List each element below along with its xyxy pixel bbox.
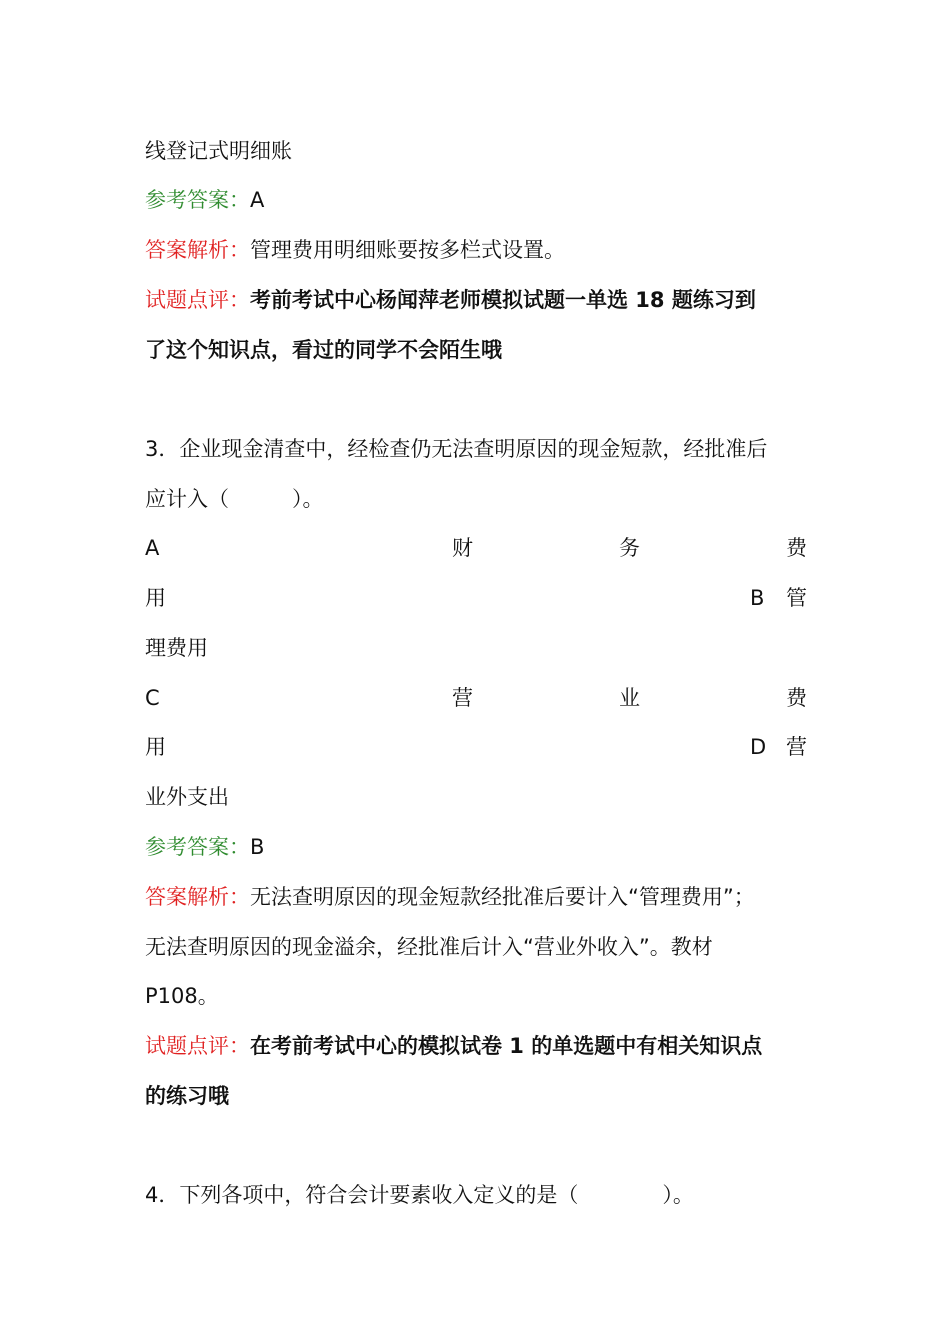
answer-label: 参考答案： bbox=[145, 188, 250, 212]
comment-text: 考前考试中心杨闻萍老师模拟试题一单选 18 题练习到 bbox=[250, 288, 756, 312]
option-d-char: 营 bbox=[786, 735, 807, 759]
q3-option-a-row bbox=[145, 531, 807, 565]
option-b-letter: B bbox=[750, 586, 765, 610]
option-a-char: 财 bbox=[452, 536, 473, 560]
option-a-letter: A bbox=[145, 536, 160, 560]
q3-stem-line1: 3．企业现金清查中，经检查仍无法查明原因的现金短款，经批准后 bbox=[145, 437, 768, 461]
q3-option-c-d-row bbox=[145, 730, 807, 764]
comment-text: 在考前考试中心的模拟试卷 1 的单选题中有相关知识点 bbox=[250, 1034, 763, 1058]
q3-comment-line2: 的练习哦 bbox=[145, 1084, 229, 1108]
answer-value: B bbox=[250, 835, 265, 859]
analysis-label: 答案解析： bbox=[145, 885, 250, 909]
q2-comment-line1 bbox=[145, 283, 807, 317]
option-c-char: 用 bbox=[145, 735, 166, 759]
q3-option-a-b-row bbox=[145, 581, 807, 615]
analysis-text: 管理费用明细账要按多栏式设置。 bbox=[250, 238, 565, 262]
q4-stem-line1: 4．下列各项中，符合会计要素收入定义的是（ ）。 bbox=[145, 1183, 694, 1207]
option-c-char: 营 bbox=[452, 686, 473, 710]
q3-option-c-row bbox=[145, 681, 807, 715]
comment-label: 试题点评： bbox=[145, 288, 250, 312]
q3-analysis-line3: P108。 bbox=[145, 984, 219, 1008]
q2-option-tail: 线登记式明细账 bbox=[145, 139, 292, 163]
option-b-char: 管 bbox=[786, 586, 807, 610]
option-a-char: 务 bbox=[619, 536, 640, 560]
q2-analysis bbox=[145, 233, 807, 267]
q2-comment-line2: 了这个知识点，看过的同学不会陌生哦 bbox=[145, 338, 502, 362]
option-c-char: 费 bbox=[786, 686, 807, 710]
comment-label: 试题点评： bbox=[145, 1034, 250, 1058]
q3-analysis-line2: 无法查明原因的现金溢余，经批准后计入“营业外收入”。教材 bbox=[145, 935, 713, 959]
option-c-letter: C bbox=[145, 686, 160, 710]
option-a-char: 用 bbox=[145, 586, 166, 610]
option-d-letter: D bbox=[750, 735, 767, 759]
analysis-label: 答案解析： bbox=[145, 238, 250, 262]
q3-comment-line1 bbox=[145, 1029, 807, 1063]
option-c-char: 业 bbox=[619, 686, 640, 710]
answer-label: 参考答案： bbox=[145, 835, 250, 859]
q3-option-d-rest: 业外支出 bbox=[145, 785, 229, 809]
answer-value: A bbox=[250, 188, 265, 212]
option-a-char: 费 bbox=[786, 536, 807, 560]
q3-analysis-line1 bbox=[145, 880, 807, 914]
q3-answer bbox=[145, 830, 807, 864]
q3-option-b-rest: 理费用 bbox=[145, 636, 208, 660]
q3-stem-line2: 应计入（ ）。 bbox=[145, 487, 324, 511]
analysis-text: 无法查明原因的现金短款经批准后要计入“管理费用”； bbox=[250, 885, 755, 909]
q2-answer bbox=[145, 183, 807, 217]
